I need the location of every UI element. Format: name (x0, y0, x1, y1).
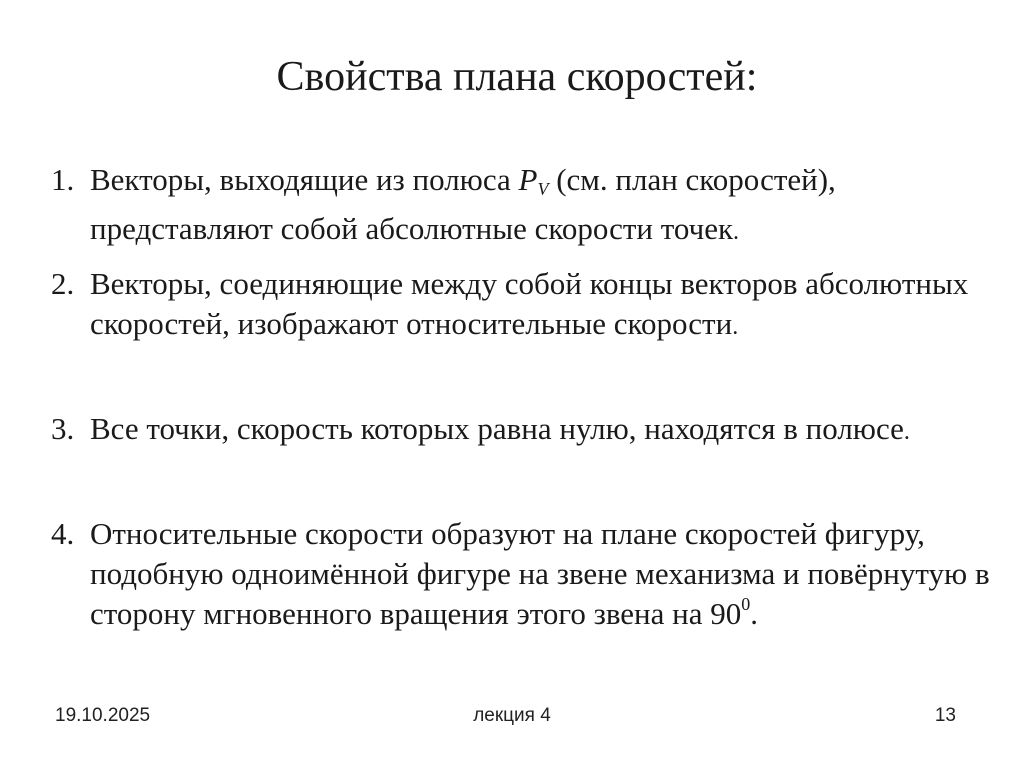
item-number: 2. (51, 266, 75, 301)
item-number: 3. (51, 411, 75, 446)
list-item (0, 160, 1000, 252)
list-item (0, 264, 1000, 347)
page-number: 13 (934, 705, 956, 726)
pole-subscript: V (537, 179, 549, 199)
item-number: 4. (51, 516, 75, 551)
list-item (0, 409, 910, 452)
slide-title: Свойства плана скоростей: (276, 54, 758, 100)
item-text: Векторы, соединяющие между собой концы векторов абсолютных скоростей, изображают относительные скорости. (90, 266, 969, 341)
pole-symbol: P (518, 162, 538, 197)
footer-lecture: лекция 4 (473, 705, 551, 726)
list-item (0, 514, 1000, 634)
degree-superscript: 0 (741, 594, 751, 614)
item-text: Относительные скорости образуют на плане скоростей фигуру, подобную одноимённой фигуре на звене механизма и повёрнутую в сторону мгновенного вращения этого звена на $90^0$. (90, 516, 990, 631)
footer-date: 19.10.2025 (55, 705, 151, 726)
item-text: Все точки, скорость которых равна нулю, находятся в полюсе. (90, 411, 910, 446)
item-number: 1. (51, 162, 75, 197)
item-text: Векторы, выходящие из полюса $P_V$ (см. план скоростей), представляют собой абсолютные скорости точек. (90, 162, 836, 246)
